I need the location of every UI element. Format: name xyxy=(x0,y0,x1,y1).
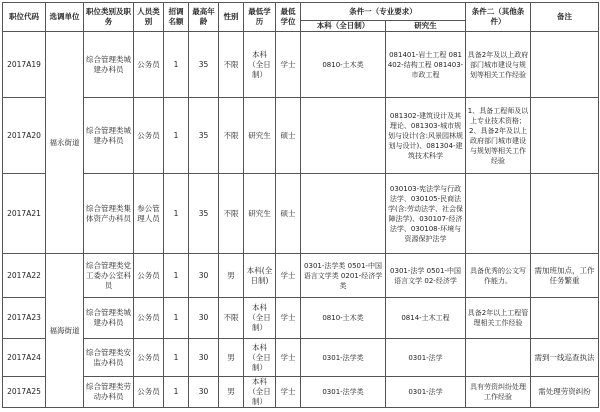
cell-count: 1 xyxy=(164,254,189,298)
header-max-age: 最高年龄 xyxy=(189,3,219,32)
header-unit: 选调单位 xyxy=(46,3,84,32)
header-cond1: 条件一（专业要求） xyxy=(301,3,466,21)
cell-bachelor: 0301-法学类 xyxy=(301,339,386,377)
cell-bachelor: 0301-法学类 xyxy=(301,377,386,408)
cell-max-age: 30 xyxy=(189,298,219,339)
cell-remark: 需到一线巡查执法 xyxy=(531,339,599,377)
recruitment-table xyxy=(2,2,599,408)
cell-remark: 需加班加点，工作任务繁重 xyxy=(531,254,599,298)
cell-graduate: 0301-法学 xyxy=(386,339,466,377)
cell-unit: 福永街道 xyxy=(46,32,84,254)
cell-category: 综合管理类集体资产办科员 xyxy=(84,174,134,254)
cell-max-age: 30 xyxy=(189,339,219,377)
cell-code: 2017A21 xyxy=(3,174,46,254)
table-row xyxy=(3,254,599,298)
cell-count: 1 xyxy=(164,98,189,174)
cell-cond2 xyxy=(466,174,531,254)
cell-cond2: 具有劳资纠纷处理工作经验 xyxy=(466,377,531,408)
header-cond2: 条件二（其他条件） xyxy=(466,3,531,32)
cell-min-degree: 学士 xyxy=(276,32,301,98)
table-row xyxy=(3,174,599,254)
cell-cond2: 具备2年以上工程管理相关工作经验 xyxy=(466,298,531,339)
cell-remark: 需处理劳资纠纷 xyxy=(531,377,599,408)
cell-staff-type: 公务员 xyxy=(134,32,164,98)
cell-bachelor xyxy=(301,98,386,174)
cell-min-edu: 本科（全日制） xyxy=(244,32,276,98)
cell-cond2: 具备优秀的公文写作能力。 xyxy=(466,254,531,298)
cell-graduate: 081302-建筑设计及其理论、081303-城市规划与设计(含:风景园林规划与设计)、081304-建筑技术科学 xyxy=(386,98,466,174)
cell-code: 2017A19 xyxy=(3,32,46,98)
cell-min-edu: 本科(全日制) xyxy=(244,254,276,298)
cell-count: 1 xyxy=(164,339,189,377)
cell-gender: 不限 xyxy=(219,32,244,98)
cell-min-degree: 学士 xyxy=(276,298,301,339)
cell-category: 综合管理类劳动办科员 xyxy=(84,377,134,408)
table-row xyxy=(3,32,599,98)
header-min-edu: 最低学历 xyxy=(244,3,276,32)
cell-graduate: 0301-法学 xyxy=(386,377,466,408)
cell-remark xyxy=(531,32,599,98)
cell-staff-type: 公务员 xyxy=(134,98,164,174)
table-row xyxy=(3,98,599,174)
cell-min-edu: 本科（全日制） xyxy=(244,377,276,408)
header-gender: 性别 xyxy=(219,3,244,32)
header-graduate: 研究生 xyxy=(386,21,466,32)
cell-min-degree: 学士 xyxy=(276,254,301,298)
cell-remark xyxy=(531,298,599,339)
cell-staff-type: 公务员 xyxy=(134,339,164,377)
cell-bachelor: 0810-土木类 xyxy=(301,32,386,98)
cell-count: 1 xyxy=(164,298,189,339)
cell-graduate: 0301-法学 0501-中国语言文学 02-经济学 xyxy=(386,254,466,298)
cell-graduate: 030103-宪法学与行政法学、030105-民商法学(含:劳动法学、社会保障法学)、030107-经济法学、030108-环境与资源保护法学 xyxy=(386,174,466,254)
cell-count: 1 xyxy=(164,377,189,408)
cell-min-degree: 硕士 xyxy=(276,98,301,174)
cell-graduate: 0814-土木工程 xyxy=(386,298,466,339)
cell-min-edu: 本科（全日制） xyxy=(244,298,276,339)
header-remark: 备注 xyxy=(531,3,599,32)
cell-count: 1 xyxy=(164,174,189,254)
cell-code: 2017A25 xyxy=(3,377,46,408)
cell-gender: 不限 xyxy=(219,298,244,339)
header-row xyxy=(3,3,599,21)
header-count: 招调名额 xyxy=(164,3,189,32)
cell-max-age: 30 xyxy=(189,254,219,298)
table-row xyxy=(3,377,599,408)
cell-max-age: 30 xyxy=(189,377,219,408)
cell-category: 综合管理类城建办科员 xyxy=(84,298,134,339)
cell-code: 2017A24 xyxy=(3,339,46,377)
cell-code: 2017A23 xyxy=(3,298,46,339)
cell-gender: 不限 xyxy=(219,98,244,174)
cell-max-age: 35 xyxy=(189,32,219,98)
cell-cond2: 具备2年及以上政府部门城市建设与规划等相关工作经验 xyxy=(466,32,531,98)
cell-gender: 男 xyxy=(219,377,244,408)
cell-staff-type: 公务员 xyxy=(134,377,164,408)
cell-staff-type: 参公管理人员 xyxy=(134,174,164,254)
cell-unit: 福海街道 xyxy=(46,254,84,408)
header-category: 职位类别及职务 xyxy=(84,3,134,32)
cell-code: 2017A20 xyxy=(3,98,46,174)
header-code: 职位代码 xyxy=(3,3,46,32)
cell-category: 综合管理类城建办科员 xyxy=(84,32,134,98)
cell-min-degree: 学士 xyxy=(276,339,301,377)
header-min-degree: 最低学位 xyxy=(276,3,301,32)
cell-count: 1 xyxy=(164,32,189,98)
cell-category: 综合管理类党工委办公室科员 xyxy=(84,254,134,298)
cell-staff-type: 公务员 xyxy=(134,298,164,339)
cell-cond2: 1、具备工程师及以上专业技术资格；2、具备2年及以上政府部门城市建设与规划等相关工作经验 xyxy=(466,98,531,174)
cell-gender: 男 xyxy=(219,339,244,377)
cell-min-degree: 学士 xyxy=(276,377,301,408)
cell-category: 综合管理类安监办科员 xyxy=(84,339,134,377)
cell-cond2 xyxy=(466,339,531,377)
cell-gender: 男 xyxy=(219,254,244,298)
header-bachelor: 本科（全日制） xyxy=(301,21,386,32)
cell-bachelor xyxy=(301,174,386,254)
cell-staff-type: 公务员 xyxy=(134,254,164,298)
cell-min-edu: 研究生 xyxy=(244,98,276,174)
table-row xyxy=(3,339,599,377)
cell-remark xyxy=(531,98,599,174)
cell-graduate: 081401-岩土工程 081402-结构工程 081403-市政工程 xyxy=(386,32,466,98)
cell-category: 综合管理类城建办科员 xyxy=(84,98,134,174)
cell-min-edu: 研究生 xyxy=(244,174,276,254)
header-staff-type: 人员类别 xyxy=(134,3,164,32)
cell-bachelor: 0301-法学类 0501-中国语言文学类 0201-经济学类 xyxy=(301,254,386,298)
cell-code: 2017A22 xyxy=(3,254,46,298)
cell-min-edu: 本科（全日制） xyxy=(244,339,276,377)
cell-min-degree: 硕士 xyxy=(276,174,301,254)
cell-remark xyxy=(531,174,599,254)
cell-gender: 不限 xyxy=(219,174,244,254)
cell-max-age: 35 xyxy=(189,174,219,254)
table-row xyxy=(3,298,599,339)
cell-max-age: 35 xyxy=(189,98,219,174)
cell-bachelor: 0810-土木类 xyxy=(301,298,386,339)
